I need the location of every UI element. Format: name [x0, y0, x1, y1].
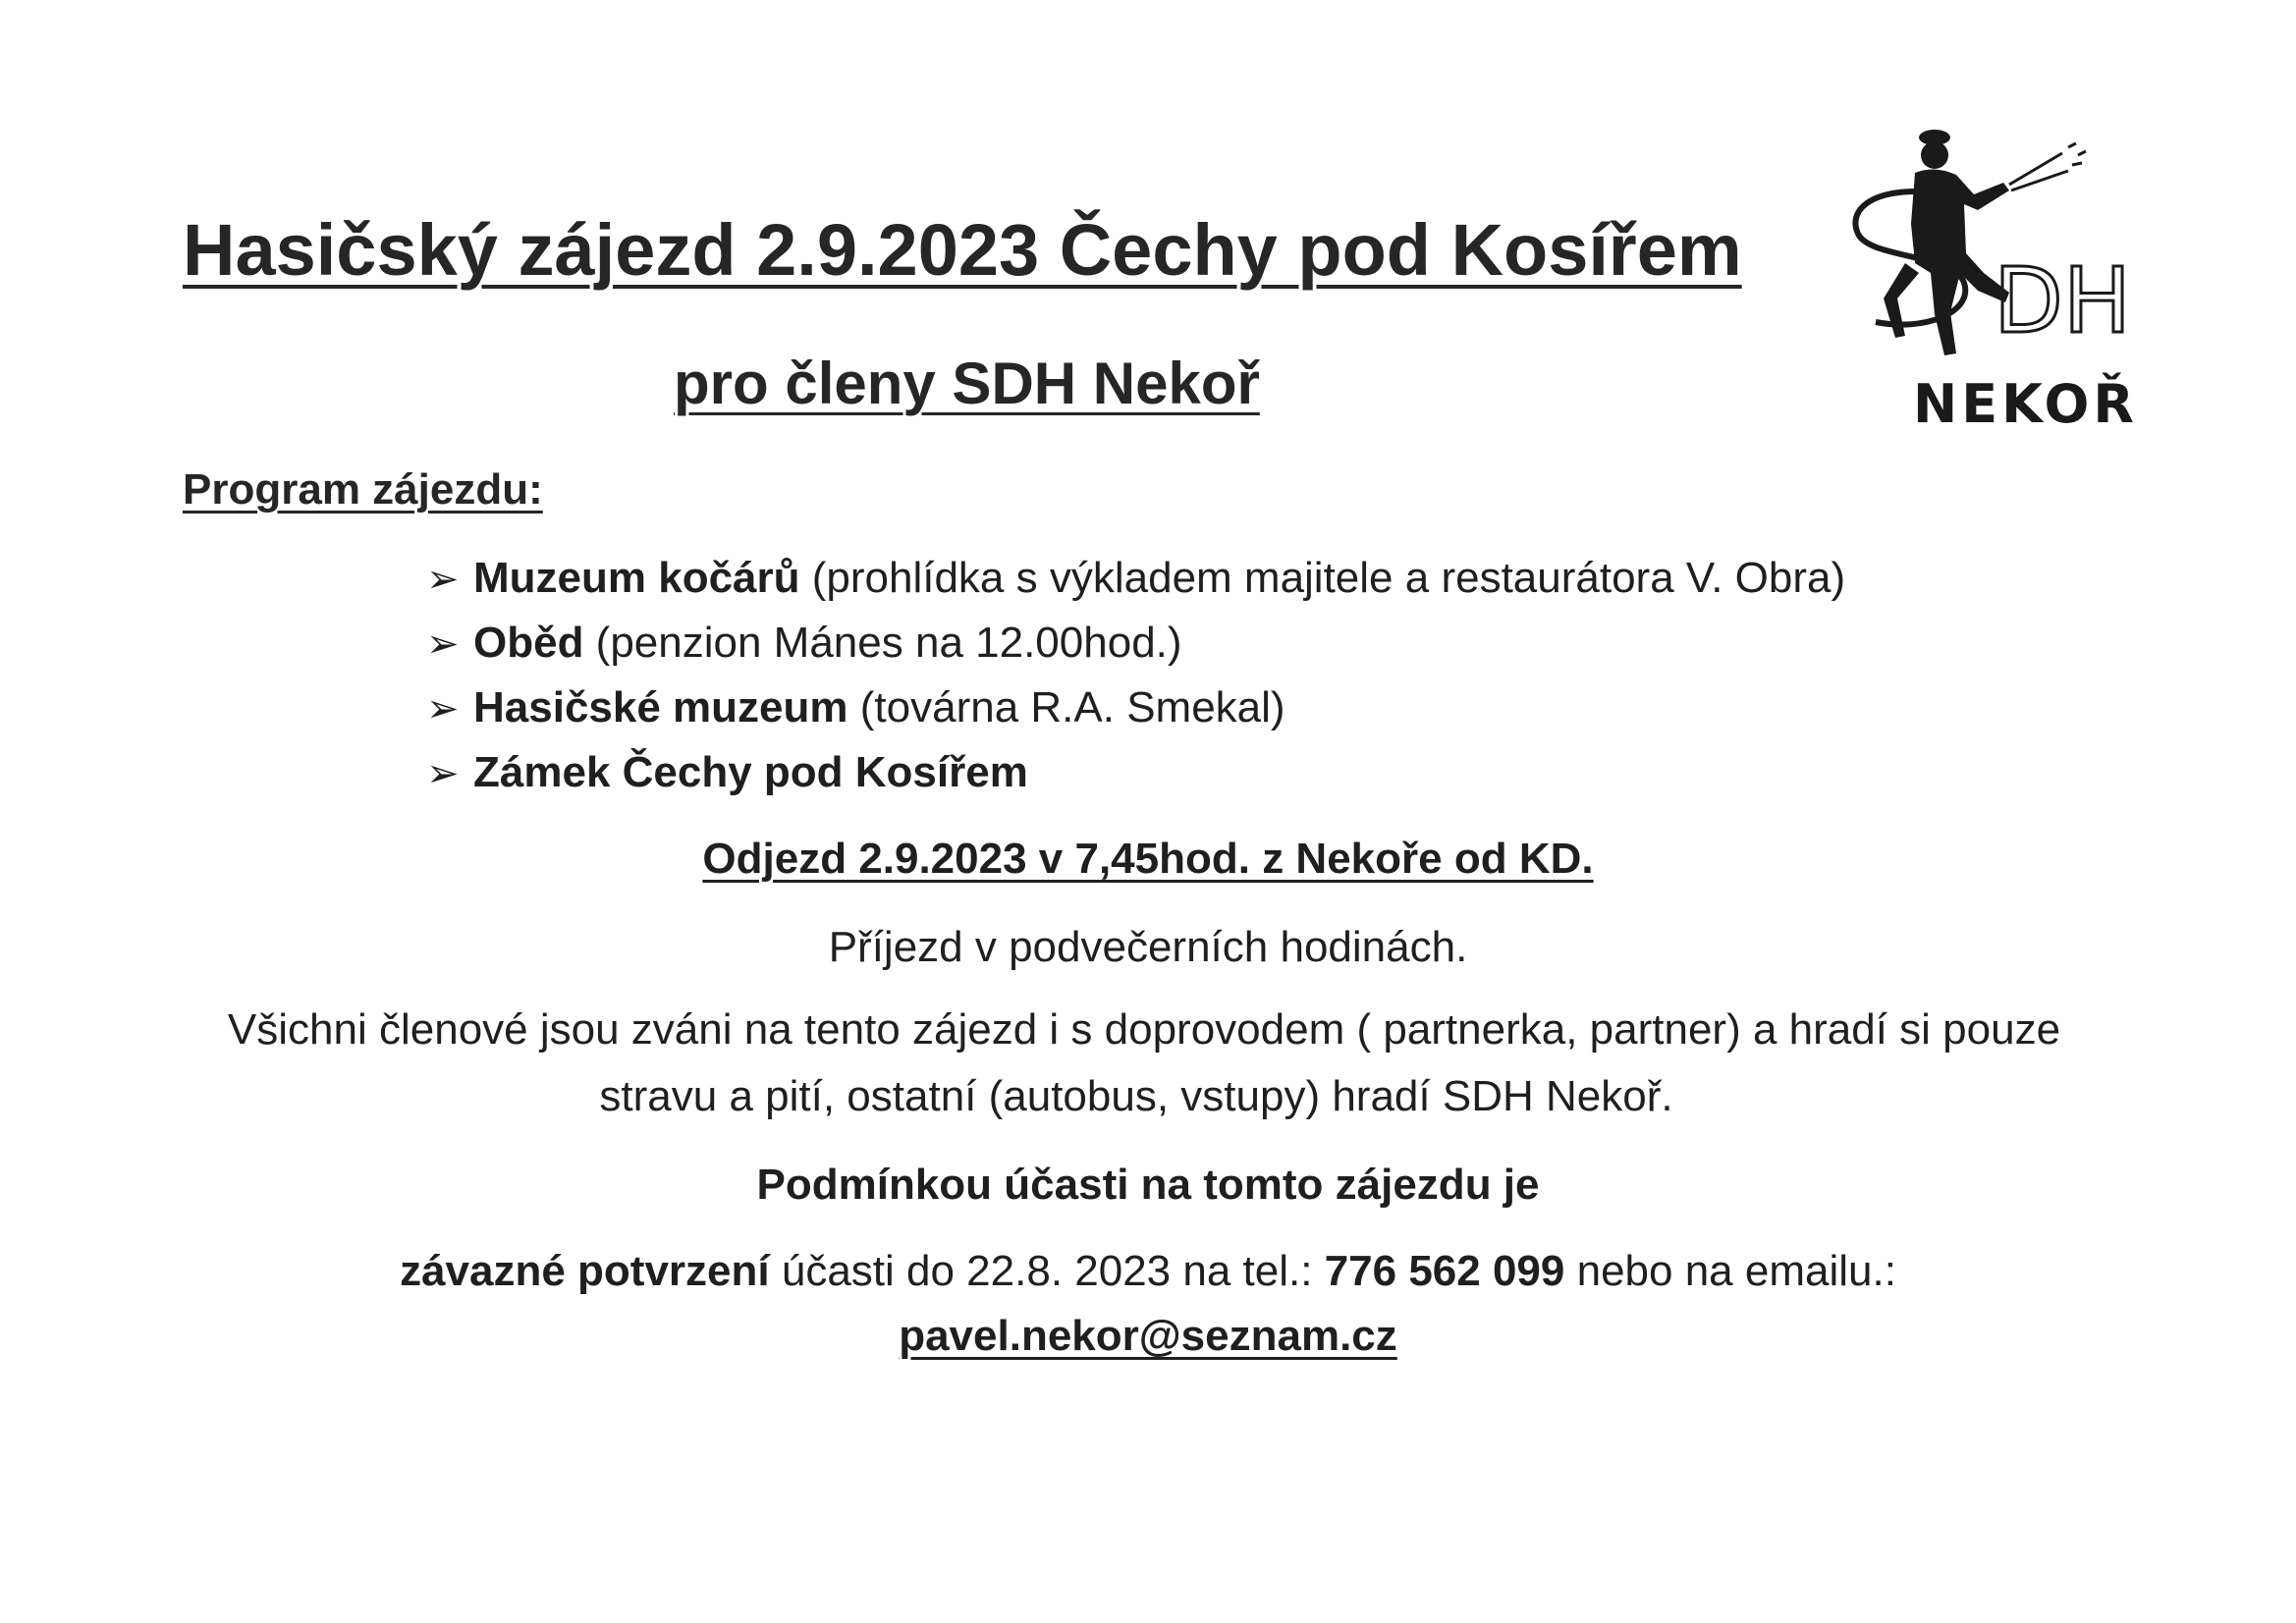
list-item: ➢ Zámek Čechy pod Kosířem: [426, 740, 1845, 805]
email-line: [0, 1312, 2296, 1361]
list-item: ➢ Muzeum kočárů (prohlídka s výkladem majitele a restaurátora V. Obra): [426, 546, 1845, 611]
arrival-line: Příjezd v podvečerních hodinách.: [828, 923, 1468, 971]
invitation-line-1: Všichni členové jsou zváni na tento zájezd i s doprovodem ( partnerka, partner) a hradí si pouze: [227, 1005, 2061, 1054]
arrow-bullet-icon: ➢: [426, 752, 460, 795]
list-item: ➢ Oběd (penzion Mánes na 12.00hod.): [426, 611, 1845, 676]
condition-line: závazné potvrzení účasti do 22.8. 2023 na tel.: 776 562 099 nebo na emailu.:: [400, 1247, 1896, 1295]
logo-nekor-text: NEKOŘ: [1913, 373, 2138, 435]
program-heading: Program zájezdu:: [183, 465, 543, 514]
program-list: [426, 546, 1845, 805]
arrow-bullet-icon: ➢: [426, 558, 460, 601]
list-item: ➢ Hasičské muzeum (továrna R.A. Smekal): [426, 676, 1845, 740]
logo-dh-text: DH: [1994, 248, 2132, 353]
phone-number: 776 562 099: [1324, 1247, 1565, 1295]
water-spray-icon: [2009, 143, 2086, 190]
firefighter-figure-icon: [1884, 130, 2009, 355]
arrow-bullet-icon: ➢: [426, 687, 460, 730]
departure-line: Odjezd 2.9.2023 v 7,45hod. z Nekoře od KD.: [702, 835, 1594, 883]
arrow-bullet-icon: ➢: [426, 622, 460, 666]
page-subtitle: pro členy SDH Nekoř: [674, 351, 1260, 416]
invitation-line-2: stravu a pití, ostatní (autobus, vstupy) hradí SDH Nekoř.: [599, 1072, 1673, 1120]
page-title: Hasičský zájezd 2.9.2023 Čechy pod Kosířem: [183, 209, 1742, 291]
email-link[interactable]: pavel.nekor@seznam.cz: [899, 1312, 1397, 1360]
condition-heading: Podmínkou účasti na tomto zájezdu je: [756, 1161, 1540, 1209]
